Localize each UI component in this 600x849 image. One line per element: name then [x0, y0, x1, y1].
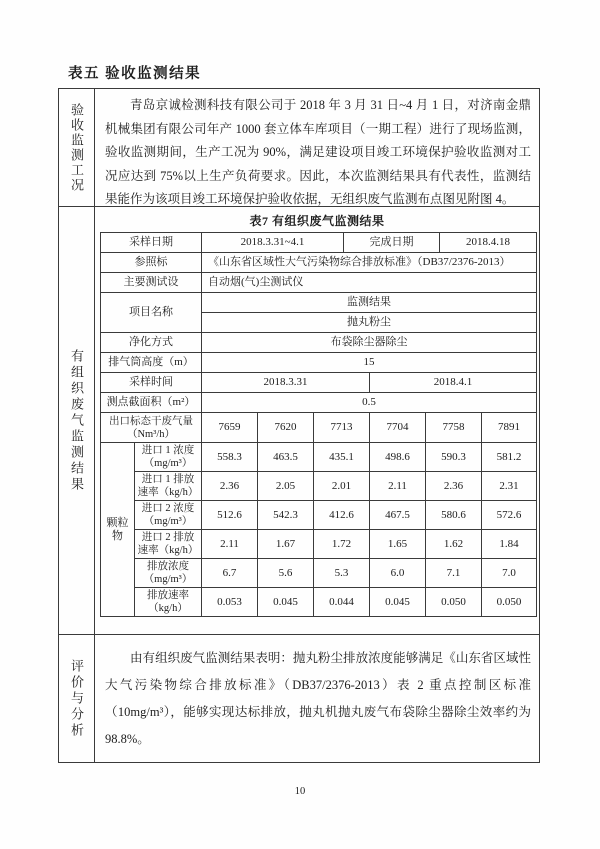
- cell-value: 2.11: [202, 530, 258, 559]
- inner-table-title: 表7 有组织废气监测结果: [249, 214, 385, 228]
- cell-value: 542.3: [258, 501, 314, 530]
- row-label: 进口 2 排放速率（kg/h）: [135, 530, 202, 559]
- result-header: 监测结果: [202, 293, 537, 313]
- row-label: 进口 1 排放速率（kg/h）: [135, 472, 202, 501]
- table-row: [101, 293, 537, 313]
- flow-value: 7659: [202, 413, 258, 443]
- cell-value: 1.84: [482, 530, 537, 559]
- cell-value: 2.05: [258, 472, 314, 501]
- page-title: 表五 验收监测结果: [68, 66, 202, 82]
- section-label-cell: [59, 635, 95, 762]
- table-row: [101, 472, 537, 501]
- cell-value: 2.01: [314, 472, 370, 501]
- organized-content: [95, 207, 539, 634]
- table-row: [101, 413, 537, 443]
- cell-value: 0.044: [314, 588, 370, 617]
- flow-value: 7704: [370, 413, 426, 443]
- section-label-condition: 验收监测工况: [69, 102, 84, 193]
- table-row: [101, 393, 537, 413]
- table-row: [101, 253, 537, 273]
- particulate-label: 颗粒物: [101, 443, 135, 617]
- section-label-organized: 有组织废气监测结果: [69, 348, 84, 493]
- cell-value: 2.11: [370, 472, 426, 501]
- cell-value: 0.045: [370, 588, 426, 617]
- cell-value: 435.1: [314, 443, 370, 472]
- inner-table-info: [100, 232, 537, 353]
- cell-value: 572.6: [482, 501, 537, 530]
- table-row: [101, 273, 537, 293]
- section-evaluation: [59, 635, 539, 762]
- completion-date-value: 2018.4.18: [440, 233, 537, 253]
- standard-value: 《山东省区域性大气污染物综合排放标准》（DB37/2376-2013）: [202, 253, 537, 273]
- row-label: 进口 2 浓度（mg/m³）: [135, 501, 202, 530]
- cell-value: 590.3: [426, 443, 482, 472]
- standard-label: 参照标: [101, 253, 202, 273]
- cell-value: 512.6: [202, 501, 258, 530]
- table-row: [101, 353, 537, 373]
- cell-value: 2.36: [426, 472, 482, 501]
- page-number: 10: [294, 786, 306, 797]
- cross-section-value: 0.5: [202, 393, 537, 413]
- row-label: 进口 1 浓度（mg/m³）: [135, 443, 202, 472]
- sampling-date-value: 2018.3.31~4.1: [202, 233, 344, 253]
- cell-value: 412.6: [314, 501, 370, 530]
- section-label-cell: [59, 207, 95, 634]
- table-row: [101, 501, 537, 530]
- purification-value: 布袋除尘器除尘: [202, 333, 537, 353]
- cell-value: 467.5: [370, 501, 426, 530]
- inner-table-stack: [100, 352, 537, 413]
- cross-section-label: 测点截面积（m²）: [101, 393, 202, 413]
- table-row: [101, 588, 537, 617]
- equipment-value: 自动烟(气)尘测试仪: [202, 273, 537, 293]
- flow-label: 出口标态干废气量（Nm³/h）: [101, 413, 202, 443]
- section-label-evaluation: 评价与分析: [69, 658, 84, 739]
- table-row: [101, 373, 537, 393]
- cell-value: 7.1: [426, 559, 482, 588]
- cell-value: 1.62: [426, 530, 482, 559]
- cell-value: 0.050: [426, 588, 482, 617]
- condition-paragraph: 青岛京诚检测科技有限公司于 2018 年 3 月 31 日~4 月 1 日，对济南金鼎机械集团有限公司年产 1000 套立体车库项目（一期工程）进行了现场监测，验收监测期间，生产工况为 90%，满足建设项目竣工环境保护验收监测对工况应达到 75%以上生产负荷要求。因此，本次监测结果具有代表性，监测结果能作为该项目竣工环境保护验收依据，无组织废气监测布点图见附图 4。: [105, 98, 531, 206]
- cell-value: 498.6: [370, 443, 426, 472]
- inner-table: [100, 232, 536, 617]
- cell-value: 0.053: [202, 588, 258, 617]
- sampling-time-label: 采样时间: [101, 373, 202, 393]
- flow-value: 7620: [258, 413, 314, 443]
- cell-value: 5.3: [314, 559, 370, 588]
- cell-value: 580.6: [426, 501, 482, 530]
- cell-value: 463.5: [258, 443, 314, 472]
- sampling-date-label: 采样日期: [101, 233, 202, 253]
- condition-content: [95, 89, 539, 206]
- cell-value: 2.31: [482, 472, 537, 501]
- equipment-label: 主要测试设: [101, 273, 202, 293]
- cell-value: 558.3: [202, 443, 258, 472]
- project-name-label: 项目名称: [101, 293, 202, 333]
- evaluation-paragraph: 由有组织废气监测结果表明：抛丸粉尘排放浓度能够满足《山东省区域性大气污染物综合排放标准》（DB37/2376-2013）表 2 重点控制区标准（10mg/m³），能够实现达标排放，抛丸机抛丸废气布袋除尘器除尘效率约为 98.8%。: [105, 651, 531, 746]
- pollutant-name: 抛丸粉尘: [202, 313, 537, 333]
- row-label: 排放浓度（mg/m³）: [135, 559, 202, 588]
- cell-value: 6.7: [202, 559, 258, 588]
- table-row: [101, 443, 537, 472]
- cell-value: 1.65: [370, 530, 426, 559]
- flow-value: 7758: [426, 413, 482, 443]
- completion-date-label: 完成日期: [344, 233, 440, 253]
- flow-value: 7891: [482, 413, 537, 443]
- table-row: [101, 233, 537, 253]
- main-table: [58, 88, 540, 763]
- cell-value: 1.67: [258, 530, 314, 559]
- cell-value: 1.72: [314, 530, 370, 559]
- section-label-cell: [59, 89, 95, 206]
- stack-height-label: 排气筒高度（m）: [101, 353, 202, 373]
- purification-label: 净化方式: [101, 333, 202, 353]
- cell-value: 2.36: [202, 472, 258, 501]
- cell-value: 0.045: [258, 588, 314, 617]
- row-label: 排放速率（kg/h）: [135, 588, 202, 617]
- cell-value: 5.6: [258, 559, 314, 588]
- cell-value: 0.050: [482, 588, 537, 617]
- evaluation-content: [95, 635, 539, 762]
- sampling-time-2: 2018.4.1: [370, 373, 537, 393]
- table-row: [101, 333, 537, 353]
- table-row: [101, 559, 537, 588]
- cell-value: 6.0: [370, 559, 426, 588]
- stack-height-value: 15: [202, 353, 537, 373]
- section-monitoring-condition: [59, 89, 539, 207]
- cell-value: 7.0: [482, 559, 537, 588]
- sampling-time-1: 2018.3.31: [202, 373, 370, 393]
- table-row: [101, 530, 537, 559]
- flow-value: 7713: [314, 413, 370, 443]
- cell-value: 581.2: [482, 443, 537, 472]
- section-organized-gas: [59, 207, 539, 635]
- inner-table-data: [100, 412, 537, 617]
